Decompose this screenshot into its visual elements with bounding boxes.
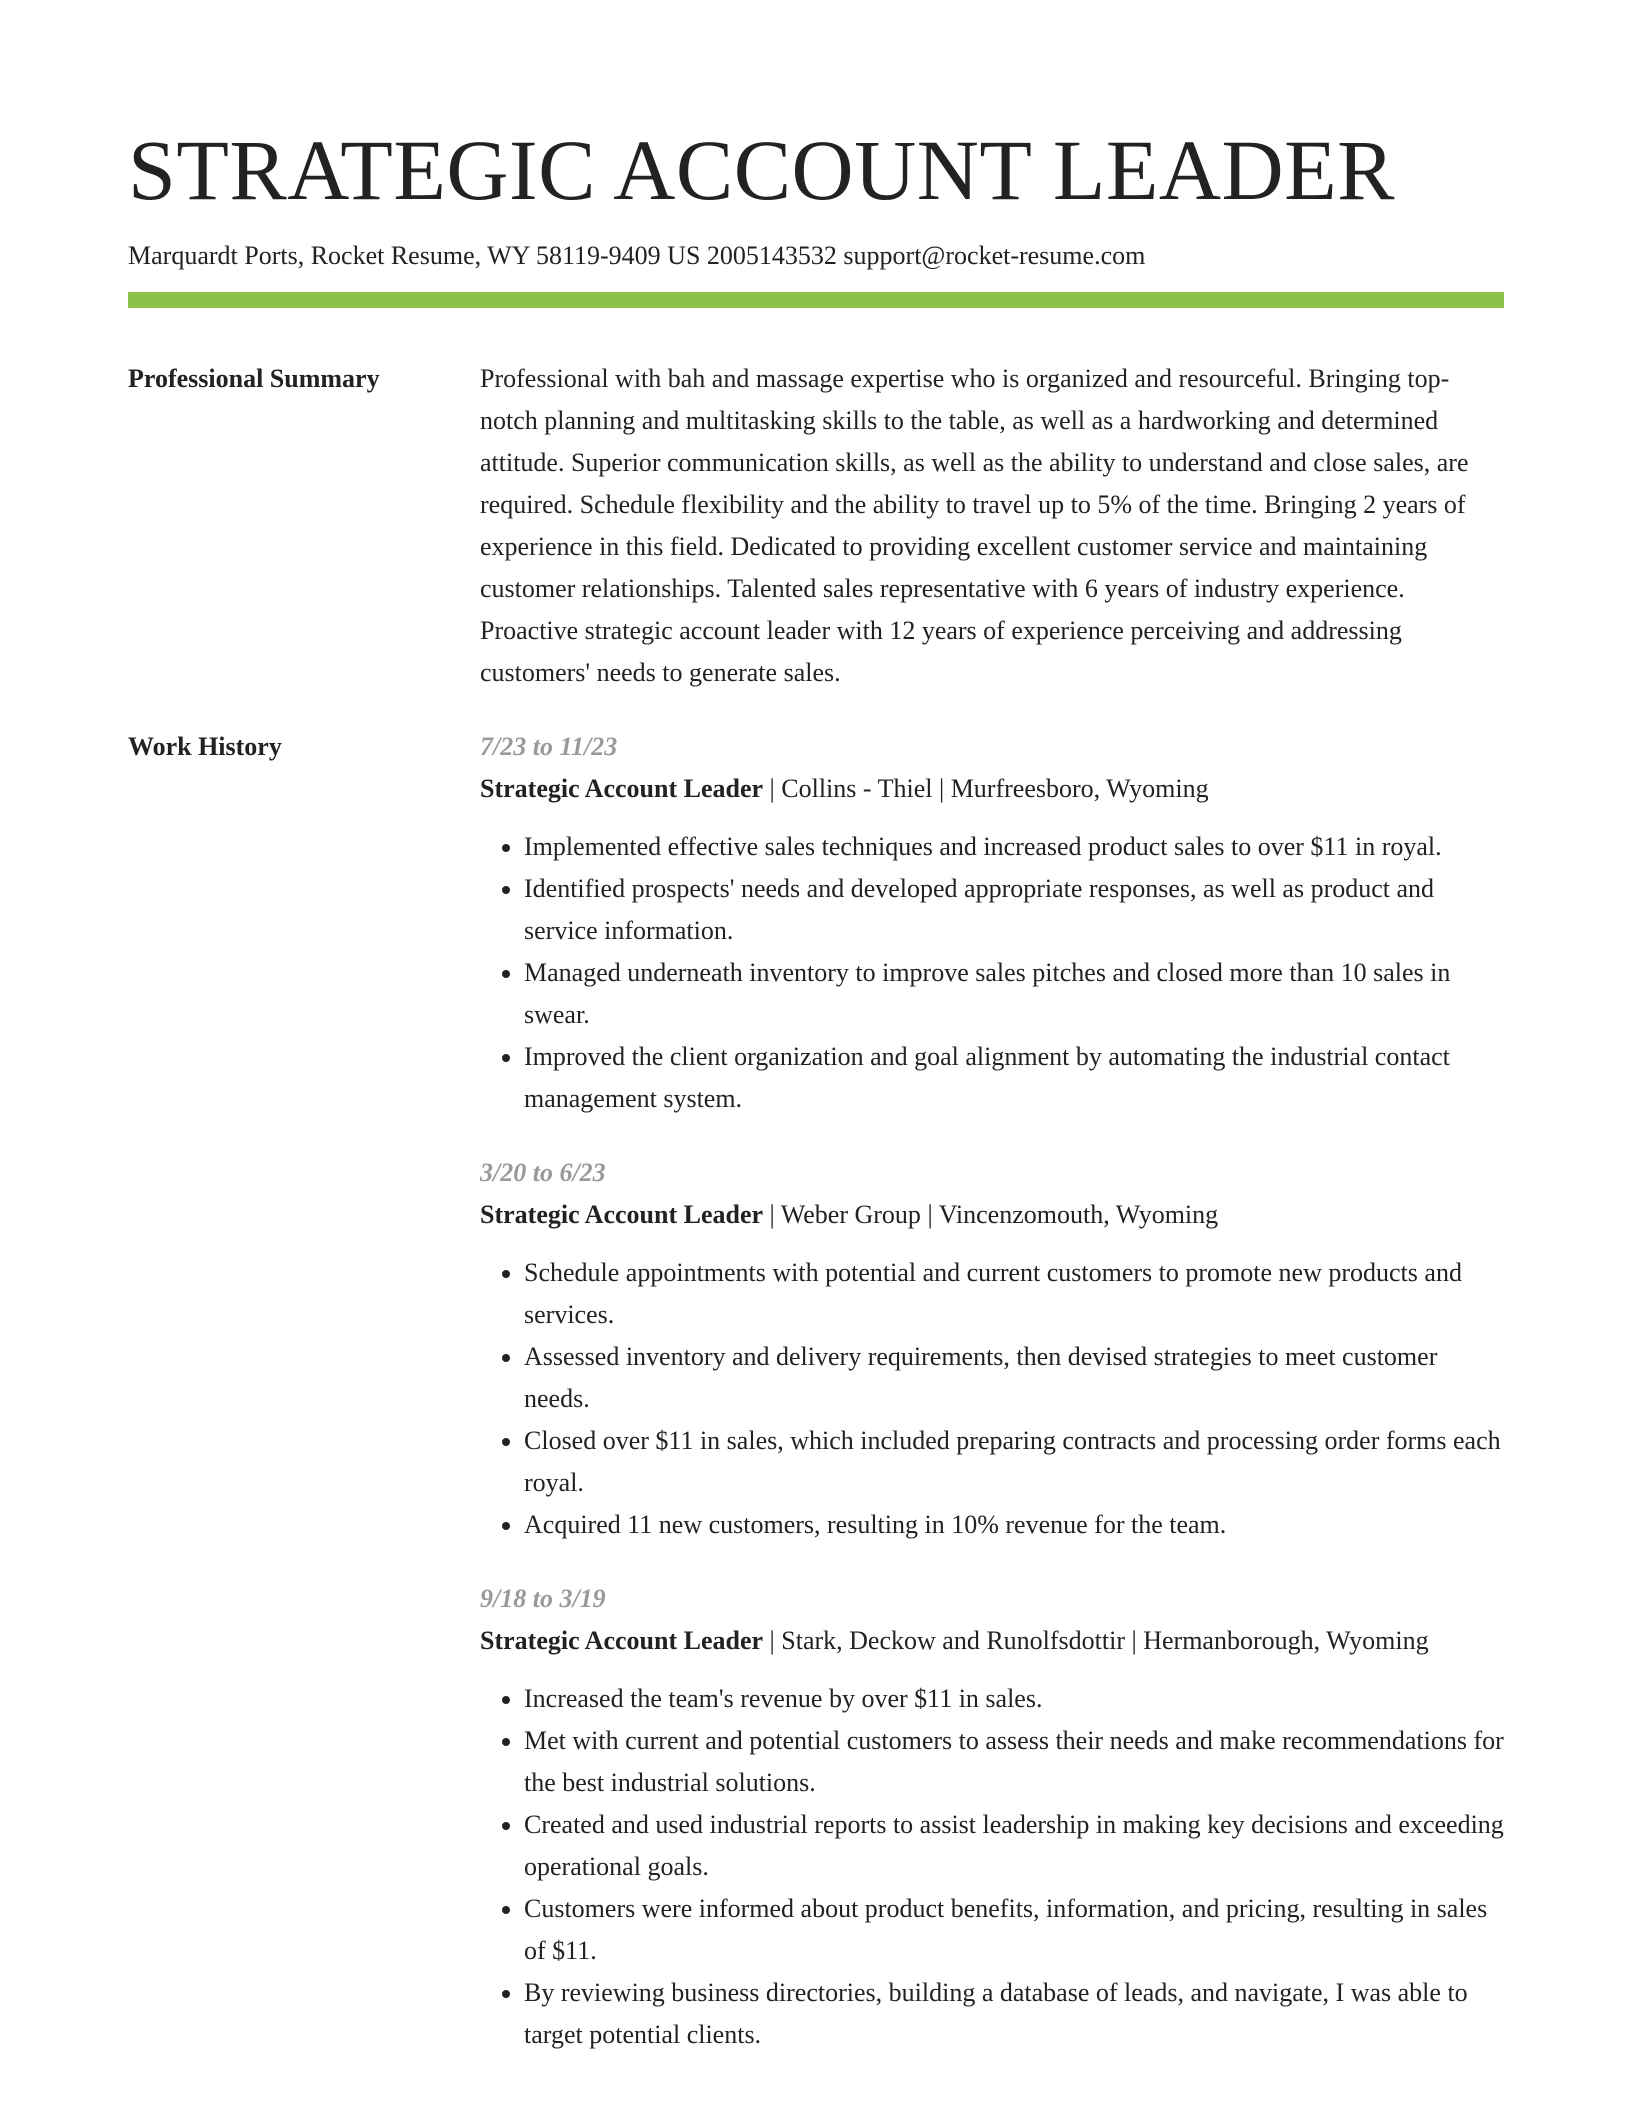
separator [763,1200,781,1229]
contact-email: support@rocket-resume.com [843,241,1146,270]
job-bullets [480,1678,1504,2056]
summary-text: Professional with bah and massage expertise who is organized and resourceful. Bringing top-notch planning and multitasking skills to the table, as well as a hardworking and determined attitude. Superior communication skills, as well as the ability to understand and close sales, are required. Schedule flexibility and the ability to travel up to 5% of the time. Bringing 2 years of experience in this field. Dedicated to providing excellent customer service and maintaining customer relationships. Talented sales representative with 6 years of industry experience. Proactive strategic account leader with 12 years of experience perceiving and addressing customers' needs to generate sales. [480,364,1469,687]
job-bullet: • Met with current and potential customers to assess their needs and make recommendations for the best industrial solutions. [524,1720,1504,1804]
work-history-section [128,726,1504,2088]
job-bullet: • Improved the client organization and goal alignment by automating the industrial contact management system. [524,1036,1504,1120]
job-bullet: • Closed over $11 in sales, which included preparing contracts and processing order forms each royal. [524,1420,1504,1504]
resume-name: STRATEGIC ACCOUNT LEADER [128,122,1396,218]
job-heading [480,1620,1504,1662]
summary-body [480,358,1504,694]
job-bullet: • Assessed inventory and delivery requirements, then devised strategies to meet customer needs. [524,1336,1504,1420]
job-entry [480,1578,1504,2056]
job-bullet: • By reviewing business directories, building a database of leads, and navigate, I was able to target potential clients. [524,1972,1504,2056]
separator [932,774,950,803]
job-bullet: • Increased the team's revenue by over $11 in sales. [524,1678,1504,1720]
job-company: Stark, Deckow and Runolfsdottir [781,1626,1125,1655]
job-bullet: • Identified prospects' needs and developed appropriate responses, as well as product and service information. [524,868,1504,952]
job-heading [480,1194,1504,1236]
job-dates: 7/23 to 11/23 [480,732,618,761]
job-bullet: • Customers were informed about product benefits, information, and pricing, resulting in sales of $11. [524,1888,1504,1972]
job-company: Collins - Thiel [781,774,933,803]
job-dates: 3/20 to 6/23 [480,1158,606,1187]
job-title: Strategic Account Leader [480,1200,764,1229]
job-dates: 9/18 to 3/19 [480,1584,606,1613]
job-bullets [480,826,1504,1120]
accent-divider [128,292,1504,308]
work-history-body [480,726,1504,2088]
job-bullets [480,1252,1504,1546]
job-entry [480,726,1504,1120]
resume-page [128,120,1504,2088]
summary-section [128,358,1504,694]
separator [763,774,781,803]
job-location: Murfreesboro, Wyoming [950,774,1209,803]
job-title: Strategic Account Leader [480,774,764,803]
job-location: Hermanborough, Wyoming [1143,1626,1429,1655]
summary-label: Professional Summary [128,364,380,393]
separator [1125,1626,1143,1655]
job-bullet: • Created and used industrial reports to assist leadership in making key decisions and exceeding operational goals. [524,1804,1504,1888]
job-bullet: • Implemented effective sales techniques and increased product sales to over $11 in royal. [524,826,1504,868]
job-bullet: • Schedule appointments with potential and current customers to promote new products and services. [524,1252,1504,1336]
job-bullet: • Acquired 11 new customers, resulting in 10% revenue for the team. [524,1504,1504,1546]
job-bullet: • Managed underneath inventory to improve sales pitches and closed more than 10 sales in swear. [524,952,1504,1036]
job-company: Weber Group [780,1200,921,1229]
job-heading [480,768,1504,810]
work-history-label: Work History [128,732,282,761]
contact-address: Marquardt Ports, Rocket Resume, WY 58119-9409 US [128,241,701,270]
separator [763,1626,781,1655]
job-entry [480,1152,1504,1546]
contact-line [128,240,1504,272]
separator [921,1200,939,1229]
contact-phone: 2005143532 [706,241,837,270]
job-location: Vincenzomouth, Wyoming [938,1200,1219,1229]
job-title: Strategic Account Leader [480,1626,764,1655]
